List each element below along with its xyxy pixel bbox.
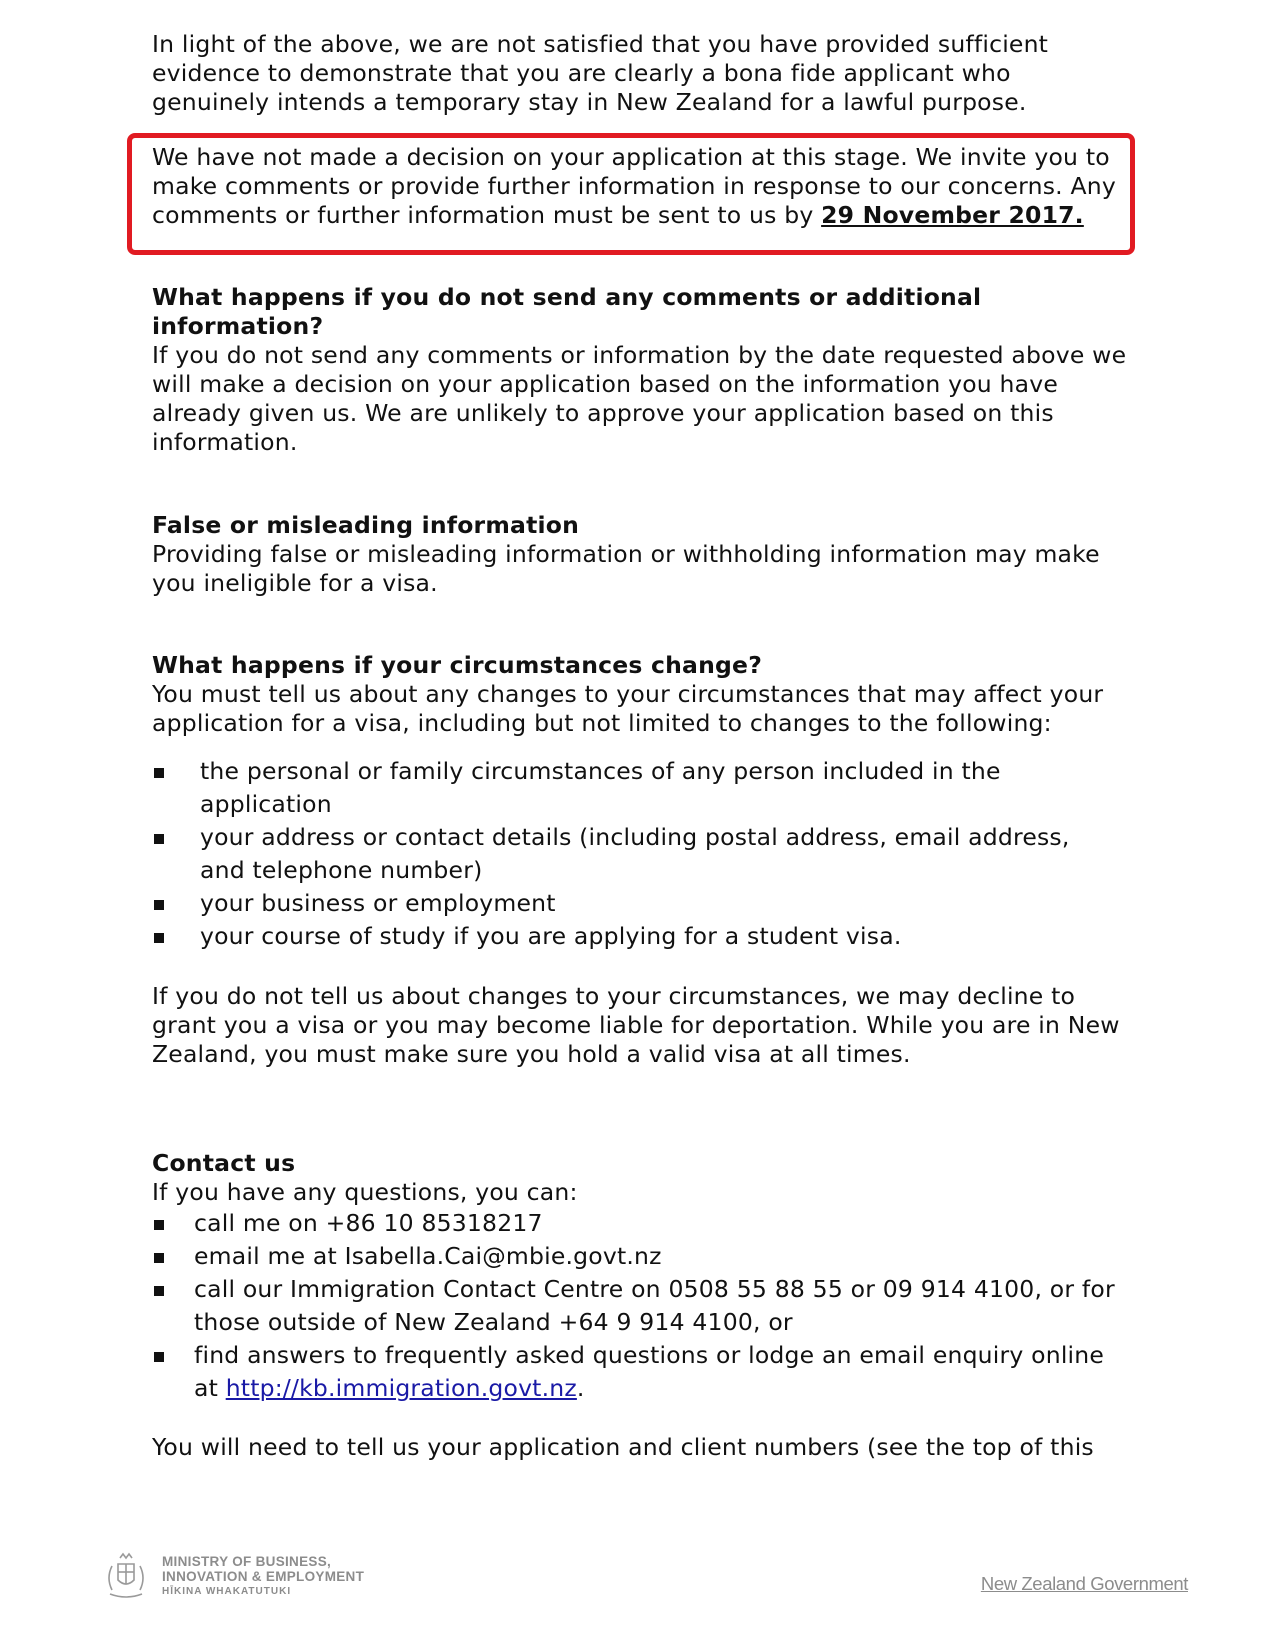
list-item: the personal or family circumstances of any person included in the application bbox=[152, 755, 1102, 821]
bullet-icon bbox=[154, 768, 164, 778]
contact-section bbox=[152, 1149, 1132, 1405]
circumstances-intro: You must tell us about any changes to your circumstances that may affect your application for a visa, including but not limited to changes to the following: bbox=[152, 680, 1104, 737]
circumstances-section bbox=[152, 651, 1132, 1069]
bullet-icon bbox=[154, 1286, 164, 1296]
circumstances-list bbox=[152, 755, 1132, 953]
bullet-icon bbox=[154, 1220, 164, 1230]
nz-government-logo: New Zealand Government bbox=[980, 1573, 1188, 1594]
ministry-logo bbox=[100, 1550, 364, 1602]
list-item: your business or employment bbox=[152, 887, 1102, 920]
bullet-icon bbox=[154, 834, 164, 844]
bullet-icon bbox=[154, 1352, 164, 1362]
false-info-body: Providing false or misleading information or withholding information may make you ineligible for a visa. bbox=[152, 540, 1100, 597]
list-item: email me at Isabella.Cai@mbie.govt.nz bbox=[152, 1240, 1132, 1273]
circumstances-closing: If you do not tell us about changes to your circumstances, we may decline to grant you a visa or you may become liable for deportation. While you are in New Zealand, you must make sure you hold a valid visa at all times. bbox=[152, 982, 1120, 1068]
false-info-section bbox=[152, 511, 1132, 598]
contact-list bbox=[152, 1207, 1132, 1405]
list-item: your course of study if you are applying for a student visa. bbox=[152, 920, 1102, 953]
ministry-name: MINISTRY OF BUSINESS, INNOVATION & EMPLOYMENT HĪKINA WHAKATUTUKI bbox=[162, 1553, 365, 1597]
no-comments-body: If you do not send any comments or information by the date requested above we will make a decision on your application based on the information you have already given us. We are unlikely to approve your application based on this information. bbox=[152, 341, 1127, 456]
list-item: call me on +86 10 85318217 bbox=[152, 1207, 1132, 1240]
highlight-box bbox=[127, 133, 1135, 255]
intro-paragraph: In light of the above, we are not satisfied that you have provided sufficient evidence to demonstrate that you are clearly a bona fide applicant who genuinely intends a temporary stay in New Zealand for a lawful purpose. bbox=[152, 30, 1049, 116]
bullet-icon bbox=[154, 900, 164, 910]
no-comments-heading: What happens if you do not send any comments or additional information? bbox=[152, 283, 982, 340]
bullet-icon bbox=[154, 933, 164, 943]
list-item: your address or contact details (including postal address, email address, and telephone number) bbox=[152, 821, 1102, 887]
bullet-icon bbox=[154, 1253, 164, 1263]
list-item: call our Immigration Contact Centre on 0508 55 88 55 or 09 914 4100, or for those outside of New Zealand +64 9 914 4100, or bbox=[152, 1273, 1132, 1339]
false-info-heading: False or misleading information bbox=[152, 511, 580, 539]
nz-coat-of-arms-icon bbox=[100, 1550, 152, 1602]
no-comments-section bbox=[152, 283, 1132, 457]
contact-intro: If you have any questions, you can: bbox=[152, 1178, 578, 1206]
immigration-kb-link[interactable]: http://kb.immigration.govt.nz bbox=[225, 1374, 577, 1402]
deadline-date: 29 November 2017. bbox=[821, 201, 1084, 229]
contact-heading: Contact us bbox=[152, 1149, 296, 1177]
circumstances-heading: What happens if your circumstances change? bbox=[152, 651, 763, 679]
trailing-text: You will need to tell us your application and client numbers (see the top of this bbox=[152, 1433, 1094, 1461]
notice-text: We have not made a decision on your application at this stage. We invite you to make comments or provide further information in response to our concerns. Any comments or further information must be sent to us by bbox=[152, 143, 1116, 229]
list-item: find answers to frequently asked questions or lodge an email enquiry online at http://kb.immigration.govt.nz. bbox=[152, 1339, 1132, 1405]
